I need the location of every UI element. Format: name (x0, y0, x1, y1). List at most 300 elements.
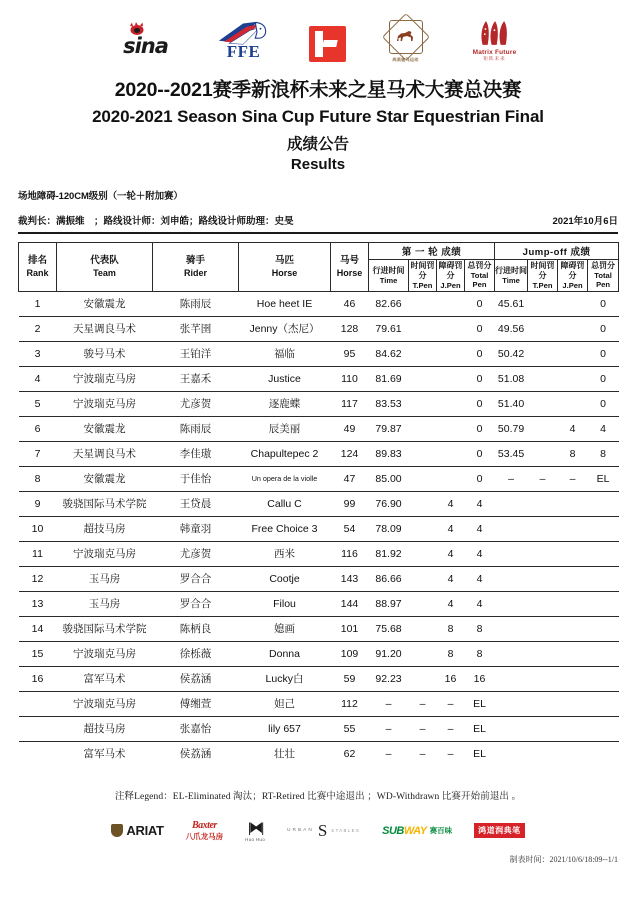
cell-r1-jpen: 4 (437, 516, 465, 541)
urban-s-icon: S (317, 821, 328, 841)
matrix-future-wordmark: Matrix Future (472, 49, 517, 56)
beijing-logo (309, 26, 346, 62)
cell-r1-time: 75.68 (369, 616, 409, 641)
cell-jo-time (495, 616, 528, 641)
table-row (19, 741, 619, 766)
huohuo-logo (245, 820, 265, 842)
baxter-sub: 八爪龙马房 (185, 831, 224, 841)
table-body (19, 291, 619, 766)
cell-jo-time (495, 566, 528, 591)
urban-word: URBAN (287, 828, 314, 834)
cell-r1-jpen: 4 (437, 541, 465, 566)
header-divider (18, 232, 618, 234)
ffe-wordmark: FFE (226, 42, 261, 61)
cell-rank: 12 (19, 566, 57, 591)
subway-logo (382, 825, 452, 837)
group-jumpoff: Jump-off 成绩 (495, 242, 619, 259)
cell-horse: 逐鹿蝶 (239, 391, 331, 416)
cell-jo-jpen (558, 616, 588, 641)
col-r1-jpen: 障碍罚分 J.Pen (438, 260, 463, 290)
cell-horse-no: 109 (331, 641, 369, 666)
cell-jo-time (495, 691, 528, 716)
cell-jo-jpen (558, 566, 588, 591)
col-jo-tpen: 时间罚分 T.Pen (528, 259, 558, 291)
cell-horse: 媳画 (239, 616, 331, 641)
cell-r1-tpen (409, 516, 437, 541)
table-row (19, 716, 619, 741)
cell-horse: Hoe heet IE (239, 291, 331, 316)
cell-r1-jpen: 8 (437, 616, 465, 641)
cell-jo-tpen (528, 566, 558, 591)
cell-rank: 1 (19, 291, 57, 316)
cell-r1-total: 8 (465, 641, 495, 666)
ffe-logo (213, 20, 275, 62)
cell-r1-tpen (409, 416, 437, 441)
cell-jo-total: 8 (588, 441, 619, 466)
cell-rank (19, 691, 57, 716)
cell-jo-jpen (558, 666, 588, 691)
sina-wordmark: sina (123, 34, 168, 58)
cell-jo-total (588, 541, 619, 566)
cell-r1-jpen (437, 416, 465, 441)
cell-r1-tpen (409, 391, 437, 416)
cell-r1-time: 88.97 (369, 591, 409, 616)
cell-jo-tpen (528, 516, 558, 541)
cell-jo-total (588, 566, 619, 591)
cell-jo-total (588, 741, 619, 766)
cell-rider: 张芊圉 (153, 316, 239, 341)
cell-jo-tpen (528, 391, 558, 416)
cell-horse-no: 99 (331, 491, 369, 516)
cell-jo-total (588, 591, 619, 616)
cell-r1-jpen (437, 391, 465, 416)
cell-r1-jpen: 4 (437, 491, 465, 516)
cell-horse-no: 112 (331, 691, 369, 716)
cell-horse: Cootje (239, 566, 331, 591)
cell-r1-jpen (437, 291, 465, 316)
table-row (19, 666, 619, 691)
cell-team: 富军马术 (57, 666, 153, 691)
cell-r1-time: 78.09 (369, 516, 409, 541)
cell-horse-no: 47 (331, 466, 369, 491)
ariat-shield-icon (111, 824, 123, 837)
matrix-equestrian-logo (380, 20, 432, 62)
beijing-b-icon (309, 26, 346, 62)
cell-team: 宁波瑞克马房 (57, 641, 153, 666)
cell-horse-no: 49 (331, 416, 369, 441)
cell-jo-tpen (528, 441, 558, 466)
table-header (19, 242, 619, 291)
cell-jo-total: 0 (588, 366, 619, 391)
cell-jo-time: 53.45 (495, 441, 528, 466)
cell-r1-time: 91.20 (369, 641, 409, 666)
cell-horse: 福临 (239, 341, 331, 366)
table-row (19, 366, 619, 391)
cell-rank: 5 (19, 391, 57, 416)
cell-team: 安徽震龙 (57, 466, 153, 491)
cell-r1-total: 0 (465, 416, 495, 441)
cell-rider: 张嘉怡 (153, 716, 239, 741)
table-row (19, 516, 619, 541)
sina-logo (113, 22, 179, 62)
cell-r1-tpen (409, 566, 437, 591)
cell-horse: 妲己 (239, 691, 331, 716)
cell-jo-total (588, 691, 619, 716)
col-horse: 马匹 Horse (239, 242, 331, 291)
cell-jo-jpen: 8 (558, 441, 588, 466)
cell-jo-time: 50.79 (495, 416, 528, 441)
cell-jo-total (588, 491, 619, 516)
cell-jo-jpen: – (558, 466, 588, 491)
col-r1-total: 总罚分 Total Pen (465, 259, 495, 291)
cell-rank: 13 (19, 591, 57, 616)
cell-jo-jpen (558, 516, 588, 541)
cell-jo-jpen (558, 316, 588, 341)
cell-jo-tpen (528, 291, 558, 316)
cell-r1-total: 4 (465, 491, 495, 516)
matrix-future-logo (466, 20, 524, 62)
cell-jo-time (495, 666, 528, 691)
table-row (19, 466, 619, 491)
cell-r1-time: – (385, 747, 392, 760)
cell-horse-no: 143 (331, 566, 369, 591)
cell-r1-total: 0 (465, 291, 495, 316)
cell-r1-jpen (437, 316, 465, 341)
cell-team: 骏骁国际马术学院 (57, 616, 153, 641)
cell-rider: 罗合合 (153, 591, 239, 616)
cell-horse: Jenny（杰尼） (239, 316, 331, 341)
cell-horse-no: 101 (331, 616, 369, 641)
cell-jo-tpen: – (528, 466, 558, 491)
cell-horse: Chapultepec 2 (239, 441, 331, 466)
table-row (19, 441, 619, 466)
cell-jo-jpen (558, 491, 588, 516)
cell-r1-jpen (437, 341, 465, 366)
cell-jo-jpen (558, 541, 588, 566)
cell-jo-total: 0 (588, 291, 619, 316)
huohuo-mark-icon: |⧓| (248, 820, 263, 836)
cell-jo-tpen (528, 366, 558, 391)
page-title-en: 2020-2021 Season Sina Cup Future Star Equestrian Final (92, 107, 544, 126)
col-rider: 骑手 Rider (153, 242, 239, 291)
cell-jo-tpen (528, 616, 558, 641)
page-subtitle-cn: 成绩公告 (286, 136, 349, 153)
cell-r1-tpen: – (409, 716, 437, 741)
huohuo-sub: Huo Huo (245, 836, 266, 842)
cell-horse: 壮壮 (274, 748, 295, 761)
cell-team: 天星调良马术 (57, 441, 153, 466)
stables-word: STABLES (331, 828, 361, 834)
cell-horse-no: 110 (331, 366, 369, 391)
cell-jo-tpen (528, 691, 558, 716)
cell-rider: 陈柄良 (153, 616, 239, 641)
cell-r1-time: 81.69 (369, 366, 409, 391)
cell-r1-time: 89.83 (369, 441, 409, 466)
cell-r1-time: 85.00 (369, 466, 409, 491)
cell-rank (19, 741, 57, 766)
cell-r1-time: 79.61 (369, 316, 409, 341)
cell-r1-time: 83.53 (369, 391, 409, 416)
baxter-wordmark: Baxter (192, 819, 217, 831)
cell-rider: 尤彦贺 (153, 541, 239, 566)
meta-block (0, 188, 636, 227)
cell-jo-tpen (528, 591, 558, 616)
cell-jo-jpen (558, 641, 588, 666)
cell-horse-no: 46 (331, 291, 369, 316)
officials-line: 裁判长：满振维 ；路线设计师：刘申皓；路线设计师助理：史旻 (18, 216, 294, 227)
col-jo-jpen: 障碍罚分 J.Pen (558, 259, 588, 291)
cell-rider: 侯荔涵 (153, 666, 239, 691)
cell-rider: 韩童羽 (153, 516, 239, 541)
cell-jo-jpen: 4 (558, 416, 588, 441)
cell-team: 宁波瑞克马房 (57, 541, 153, 566)
cell-rider: 王嘉禾 (153, 366, 239, 391)
cell-rider: 尤彦贺 (153, 391, 239, 416)
cell-rider: 傅缃萱 (153, 691, 239, 716)
cell-team: 骏骁国际马术学院 (57, 491, 153, 516)
col-rank: 排名 Rank (19, 242, 57, 291)
cell-jo-time: 50.42 (495, 341, 528, 366)
cell-horse-no: 95 (331, 341, 369, 366)
table-row (19, 566, 619, 591)
cell-r1-jpen (437, 441, 465, 466)
table-row (19, 491, 619, 516)
cell-rank: 8 (19, 466, 57, 491)
cell-horse-no: 54 (331, 516, 369, 541)
cell-r1-tpen (409, 466, 437, 491)
cell-jo-jpen (558, 341, 588, 366)
cell-jo-total: EL (588, 466, 619, 491)
table-row (19, 591, 619, 616)
col-jo-total: 总罚分 Total Pen (588, 259, 619, 291)
cell-horse-no: 55 (331, 716, 369, 741)
cell-jo-total (588, 616, 619, 641)
cell-jo-time: – (495, 466, 528, 491)
cell-rank: 9 (19, 491, 57, 516)
cell-r1-total: EL (473, 747, 486, 760)
cell-rank: 10 (19, 516, 57, 541)
cell-rider: 罗合合 (153, 566, 239, 591)
legend-note: 注释Legend：EL-Eliminated 淘汰；RT-Retired 比赛中途退出 ；WD-Withdrawn 比赛开始前退出 。 (114, 791, 522, 802)
cell-rank (19, 716, 57, 741)
cell-r1-jpen: 8 (437, 641, 465, 666)
cell-r1-time: 82.66 (369, 291, 409, 316)
cell-r1-jpen (437, 366, 465, 391)
cell-jo-jpen (558, 716, 588, 741)
cell-r1-total: 0 (465, 391, 495, 416)
subway-wordmark: SUBWAY (382, 824, 427, 837)
cell-jo-tpen (528, 316, 558, 341)
cell-rider: 陈雨辰 (153, 291, 239, 316)
header-sponsor-logos (0, 0, 636, 62)
cell-r1-total: 0 (465, 441, 495, 466)
cell-jo-total: 0 (588, 341, 619, 366)
cell-rank: 3 (19, 341, 57, 366)
cell-team: 宁波瑞克马房 (57, 691, 153, 716)
cell-team: 富军马术 (83, 748, 126, 761)
cell-team: 宁波瑞克马房 (57, 366, 153, 391)
cell-jo-tpen (528, 416, 558, 441)
cell-rider: 于佳怡 (153, 466, 239, 491)
cell-team: 宁波瑞克马房 (57, 391, 153, 416)
cell-horse-no: 124 (331, 441, 369, 466)
cell-horse: 西米 (239, 541, 331, 566)
cell-rank: 2 (19, 316, 57, 341)
cell-jo-jpen (558, 591, 588, 616)
cell-team: 超技马房 (57, 716, 153, 741)
cell-r1-total: 4 (465, 541, 495, 566)
col-r1-tpen: 时间罚分 T.Pen (410, 260, 435, 290)
table-row (19, 641, 619, 666)
cell-r1-tpen (409, 666, 437, 691)
cell-jo-tpen (528, 666, 558, 691)
cell-r1-total: 0 (465, 466, 495, 491)
table-row (19, 391, 619, 416)
cell-r1-time: 84.62 (369, 341, 409, 366)
hongdao-logo: 鸿道润典笔 (474, 823, 525, 838)
cell-rank: 14 (19, 616, 57, 641)
cell-horse-no: 62 (343, 747, 356, 760)
cell-r1-tpen (409, 491, 437, 516)
page-title-cn: 2020--2021赛季新浪杯未来之星马术大赛总决赛 (114, 79, 522, 101)
cell-r1-total: 4 (465, 591, 495, 616)
cell-jo-total: 0 (588, 391, 619, 416)
cell-jo-time (495, 591, 528, 616)
matrix-equestrian-sub: 尚美骏马运动 (392, 57, 419, 62)
cell-r1-time: 92.23 (369, 666, 409, 691)
cell-rider: 王铂洋 (153, 341, 239, 366)
cell-rank: 16 (19, 666, 57, 691)
cell-jo-tpen (528, 716, 558, 741)
cell-jo-total (588, 666, 619, 691)
cell-horse: Free Choice 3 (239, 516, 331, 541)
cell-horse-no: 116 (331, 541, 369, 566)
cell-r1-total: 4 (465, 516, 495, 541)
cell-r1-tpen (409, 641, 437, 666)
cell-r1-total: 16 (465, 666, 495, 691)
matrix-m-icon (478, 20, 512, 46)
footer-sponsor-logos (0, 818, 636, 844)
cell-horse: Lucky白 (239, 666, 331, 691)
cell-jo-tpen (528, 541, 558, 566)
cell-r1-tpen (409, 291, 437, 316)
results-table (18, 242, 619, 766)
cell-horse: Un opera de la violle (239, 466, 331, 491)
cell-r1-total: 0 (465, 341, 495, 366)
cell-r1-tpen: – (419, 747, 426, 760)
cell-jo-total (588, 641, 619, 666)
table-row (19, 316, 619, 341)
generation-timestamp: 制表时间：2021/10/6/18:09--1/1 (509, 854, 618, 864)
table-row (19, 616, 619, 641)
cell-r1-time: 81.92 (369, 541, 409, 566)
cell-jo-time: 51.40 (495, 391, 528, 416)
event-date: 2021年10月6日 (552, 216, 618, 227)
cell-rank: 11 (19, 541, 57, 566)
group-round1: 第 一 轮 成绩 (369, 242, 495, 259)
cell-r1-tpen (409, 341, 437, 366)
cell-r1-time: 76.90 (369, 491, 409, 516)
results-table-wrap (0, 242, 636, 766)
cell-jo-time (495, 491, 528, 516)
cell-r1-time: 79.87 (369, 416, 409, 441)
cell-horse: Callu C (239, 491, 331, 516)
baxter-logo (186, 820, 224, 842)
cell-jo-jpen (558, 366, 588, 391)
cell-r1-jpen: 16 (437, 666, 465, 691)
cell-rank: 15 (19, 641, 57, 666)
cell-rank: 4 (19, 366, 57, 391)
cell-horse: Donna (239, 641, 331, 666)
cell-team: 安徽震龙 (57, 416, 153, 441)
table-row (19, 291, 619, 316)
cell-rank: 6 (19, 416, 57, 441)
cell-r1-tpen (409, 316, 437, 341)
horse-silhouette-icon (395, 29, 416, 43)
cell-jo-total (588, 716, 619, 741)
cell-r1-total: 8 (465, 616, 495, 641)
cell-jo-total (588, 516, 619, 541)
cell-r1-total: 0 (465, 316, 495, 341)
cell-rider: 陈雨辰 (153, 416, 239, 441)
ariat-logo (111, 823, 163, 838)
cell-horse: lily 657 (239, 716, 331, 741)
cell-team: 玉马房 (57, 566, 153, 591)
subway-sub: 赛百味 (429, 826, 453, 836)
cell-r1-total: EL (465, 691, 495, 716)
cell-jo-jpen (558, 691, 588, 716)
cell-horse: Filou (239, 591, 331, 616)
cell-horse: 辰美丽 (239, 416, 331, 441)
cell-jo-time: 51.08 (495, 366, 528, 391)
cell-horse-no: 59 (331, 666, 369, 691)
cell-horse-no: 117 (331, 391, 369, 416)
cell-team: 玉马房 (57, 591, 153, 616)
ariat-wordmark: ARIAT (126, 823, 164, 839)
cell-jo-tpen (528, 341, 558, 366)
table-row (19, 541, 619, 566)
cell-team: 骏号马术 (57, 341, 153, 366)
cell-jo-time (495, 641, 528, 666)
table-row (19, 691, 619, 716)
cell-jo-time (495, 541, 528, 566)
cell-r1-jpen: – (437, 716, 465, 741)
cell-team: 天星调良马术 (57, 316, 153, 341)
col-r1-time: 行进时间 Time (369, 259, 409, 291)
cell-rank: 7 (19, 441, 57, 466)
cell-r1-total: EL (465, 716, 495, 741)
cell-r1-tpen (409, 441, 437, 466)
cell-jo-jpen (558, 391, 588, 416)
cell-team: 安徽震龙 (57, 291, 153, 316)
matrix-future-sub: 矩阵未来 (483, 56, 506, 61)
cell-team: 超技马房 (57, 516, 153, 541)
cell-r1-tpen: – (409, 691, 437, 716)
cell-jo-time: 49.56 (495, 316, 528, 341)
cell-horse-no: 144 (331, 591, 369, 616)
cell-jo-total: 4 (588, 416, 619, 441)
cell-jo-jpen (558, 291, 588, 316)
cell-r1-jpen: – (437, 691, 465, 716)
col-jo-time: 行进时间 Time (495, 259, 528, 291)
cell-r1-time: – (369, 716, 409, 741)
cell-jo-time (495, 516, 528, 541)
cell-r1-tpen (409, 366, 437, 391)
cell-r1-tpen (409, 616, 437, 641)
urban-stables-logo (287, 821, 361, 841)
cell-jo-tpen (528, 641, 558, 666)
cell-r1-jpen (437, 466, 465, 491)
